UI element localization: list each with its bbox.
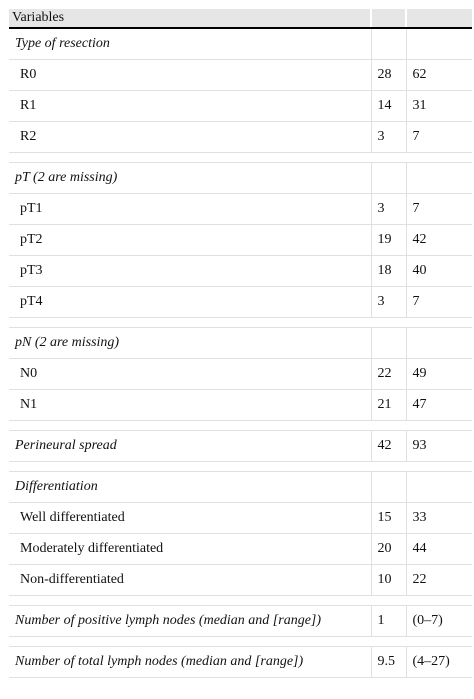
row-percent: 40 — [406, 255, 472, 286]
row-label: R0 — [9, 59, 371, 90]
results-table — [9, 9, 472, 678]
table-row — [9, 193, 472, 224]
row-count: 3 — [371, 286, 406, 317]
header-row — [9, 9, 472, 28]
row-percent: 31 — [406, 90, 472, 121]
row-count: 19 — [371, 224, 406, 255]
spacer-cell — [371, 152, 406, 162]
table-row — [9, 224, 472, 255]
section-header-row — [9, 327, 472, 358]
row-percent: 42 — [406, 224, 472, 255]
row-label: N1 — [9, 389, 371, 420]
row-count: 9.5 — [371, 646, 406, 677]
header-variables: Variables — [9, 9, 371, 28]
row-count: 10 — [371, 564, 406, 595]
table-row — [9, 564, 472, 595]
table-row — [9, 646, 472, 677]
empty-cell — [406, 471, 472, 502]
section-label: pT (2 are missing) — [9, 162, 371, 193]
row-label: pT3 — [9, 255, 371, 286]
row-label: Number of positive lymph nodes (median and [range]) — [9, 605, 371, 636]
spacer-row — [9, 420, 472, 430]
section-header-row — [9, 162, 472, 193]
row-percent: 47 — [406, 389, 472, 420]
empty-cell — [406, 28, 472, 59]
spacer-cell — [406, 461, 472, 471]
spacer-row — [9, 636, 472, 646]
row-percent: 7 — [406, 193, 472, 224]
table-row — [9, 533, 472, 564]
row-percent: 22 — [406, 564, 472, 595]
spacer-cell — [371, 420, 406, 430]
row-percent: 44 — [406, 533, 472, 564]
spacer-cell — [406, 595, 472, 605]
row-count: 14 — [371, 90, 406, 121]
section-label: pN (2 are missing) — [9, 327, 371, 358]
spacer-cell — [9, 152, 371, 162]
row-count: 22 — [371, 358, 406, 389]
row-count: 20 — [371, 533, 406, 564]
row-count: 15 — [371, 502, 406, 533]
row-label: pT4 — [9, 286, 371, 317]
empty-cell — [371, 162, 406, 193]
row-count: 28 — [371, 59, 406, 90]
row-label: N0 — [9, 358, 371, 389]
spacer-cell — [9, 420, 371, 430]
row-percent: 93 — [406, 430, 472, 461]
row-percent: 33 — [406, 502, 472, 533]
empty-cell — [371, 28, 406, 59]
spacer-cell — [9, 636, 371, 646]
spacer-cell — [371, 461, 406, 471]
row-count: 21 — [371, 389, 406, 420]
empty-cell — [406, 327, 472, 358]
spacer-row — [9, 152, 472, 162]
table-row — [9, 430, 472, 461]
row-count: 42 — [371, 430, 406, 461]
row-percent: (4–27) — [406, 646, 472, 677]
spacer-cell — [9, 461, 371, 471]
row-count: 3 — [371, 121, 406, 152]
spacer-row — [9, 317, 472, 327]
row-label: Perineural spread — [9, 430, 371, 461]
spacer-cell — [406, 152, 472, 162]
row-label: Number of total lymph nodes (median and [range]) — [9, 646, 371, 677]
table-row — [9, 121, 472, 152]
table-row — [9, 286, 472, 317]
row-label: R1 — [9, 90, 371, 121]
spacer-cell — [406, 636, 472, 646]
row-percent: 7 — [406, 121, 472, 152]
spacer-cell — [371, 595, 406, 605]
table-row — [9, 59, 472, 90]
row-percent: 49 — [406, 358, 472, 389]
row-label: R2 — [9, 121, 371, 152]
empty-cell — [371, 471, 406, 502]
row-label: pT1 — [9, 193, 371, 224]
empty-cell — [406, 162, 472, 193]
table-row — [9, 255, 472, 286]
table-row — [9, 389, 472, 420]
table-row — [9, 502, 472, 533]
spacer-row — [9, 595, 472, 605]
section-label: Differentiation — [9, 471, 371, 502]
row-label: Moderately differentiated — [9, 533, 371, 564]
table-row — [9, 605, 472, 636]
row-label: pT2 — [9, 224, 371, 255]
row-percent: 62 — [406, 59, 472, 90]
table-body — [9, 28, 472, 677]
table-row — [9, 90, 472, 121]
spacer-cell — [371, 636, 406, 646]
spacer-cell — [9, 317, 371, 327]
table-row — [9, 358, 472, 389]
row-percent: (0–7) — [406, 605, 472, 636]
section-header-row — [9, 471, 472, 502]
section-label: Type of resection — [9, 28, 371, 59]
spacer-cell — [406, 420, 472, 430]
spacer-cell — [406, 317, 472, 327]
section-header-row — [9, 28, 472, 59]
header-percent — [406, 9, 472, 28]
spacer-cell — [371, 317, 406, 327]
empty-cell — [371, 327, 406, 358]
header-count — [371, 9, 406, 28]
spacer-cell — [9, 595, 371, 605]
row-percent: 7 — [406, 286, 472, 317]
row-label: Non-differentiated — [9, 564, 371, 595]
row-count: 3 — [371, 193, 406, 224]
spacer-row — [9, 461, 472, 471]
row-count: 1 — [371, 605, 406, 636]
row-label: Well differentiated — [9, 502, 371, 533]
row-count: 18 — [371, 255, 406, 286]
